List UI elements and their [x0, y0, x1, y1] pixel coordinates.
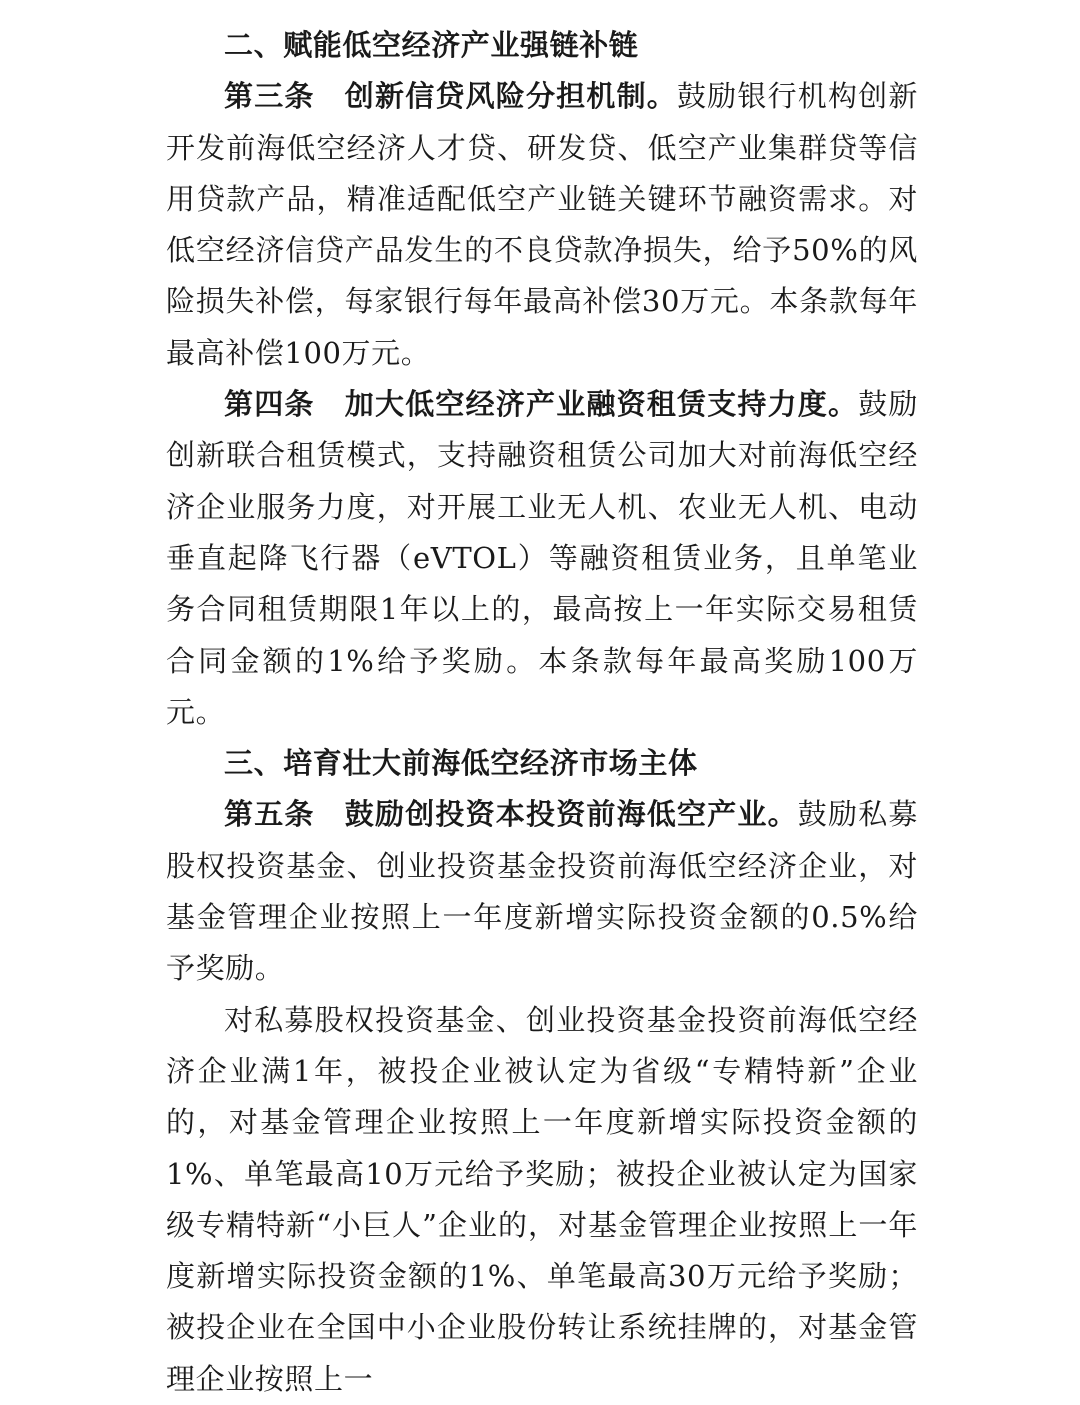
article-4: [166, 379, 918, 738]
article-5: [166, 789, 918, 994]
article-5-lead: 第五条 鼓励创投资本投资前海低空产业。: [224, 797, 798, 832]
article-5-paragraph-2: 对私募股权投资基金、创业投资基金投资前海低空经济企业满1年，被投企业被认定为省级“专精特新”企业的，对基金管理企业按照上一年度新增实际投资金额的1%、单笔最高10万元给予奖励；被投企业被认定为国家级专精特新“小巨人”企业的，对基金管理企业按照上一年度新增实际投资金额的1%、单笔最高30万元给予奖励；被投企业在全国中小企业股份转让系统挂牌的，对基金管理企业按照上一: [166, 1002, 918, 1396]
document-page: [166, 20, 918, 1405]
article-3-body: 鼓励银行机构创新开发前海低空经济人才贷、研发贷、低空产业集群贷等信用贷款产品，精准适配低空产业链关键环节融资需求。对低空经济信贷产品发生的不良贷款净损失，给予50%的风险损失补偿，每家银行每年最高补偿30万元。本条款每年最高补偿100万元。: [166, 79, 918, 370]
section-heading-3: 三、培育壮大前海低空经济市场主体: [224, 746, 698, 781]
article-3-lead: 第三条 创新信贷风险分担机制。: [224, 79, 677, 114]
article-3: [166, 71, 918, 379]
article-4-body: 鼓励创新联合租赁模式，支持融资租赁公司加大对前海低空经济企业服务力度，对开展工业无人机、农业无人机、电动垂直起降飞行器（eVTOL）等融资租赁业务，且单笔业务合同租赁期限1年以上的，最高按上一年实际交易租赁合同金额的1%给予奖励。本条款每年最高奖励100万元。: [166, 387, 919, 729]
article-5-body: 鼓励私募股权投资基金、创业投资基金投资前海低空经济企业，对基金管理企业按照上一年度新增实际投资金额的0.5%给予奖励。: [166, 797, 918, 986]
section-heading-2: 二、赋能低空经济产业强链补链: [224, 28, 639, 62]
article-4-lead: 第四条 加大低空经济产业融资租赁支持力度。: [224, 387, 859, 422]
